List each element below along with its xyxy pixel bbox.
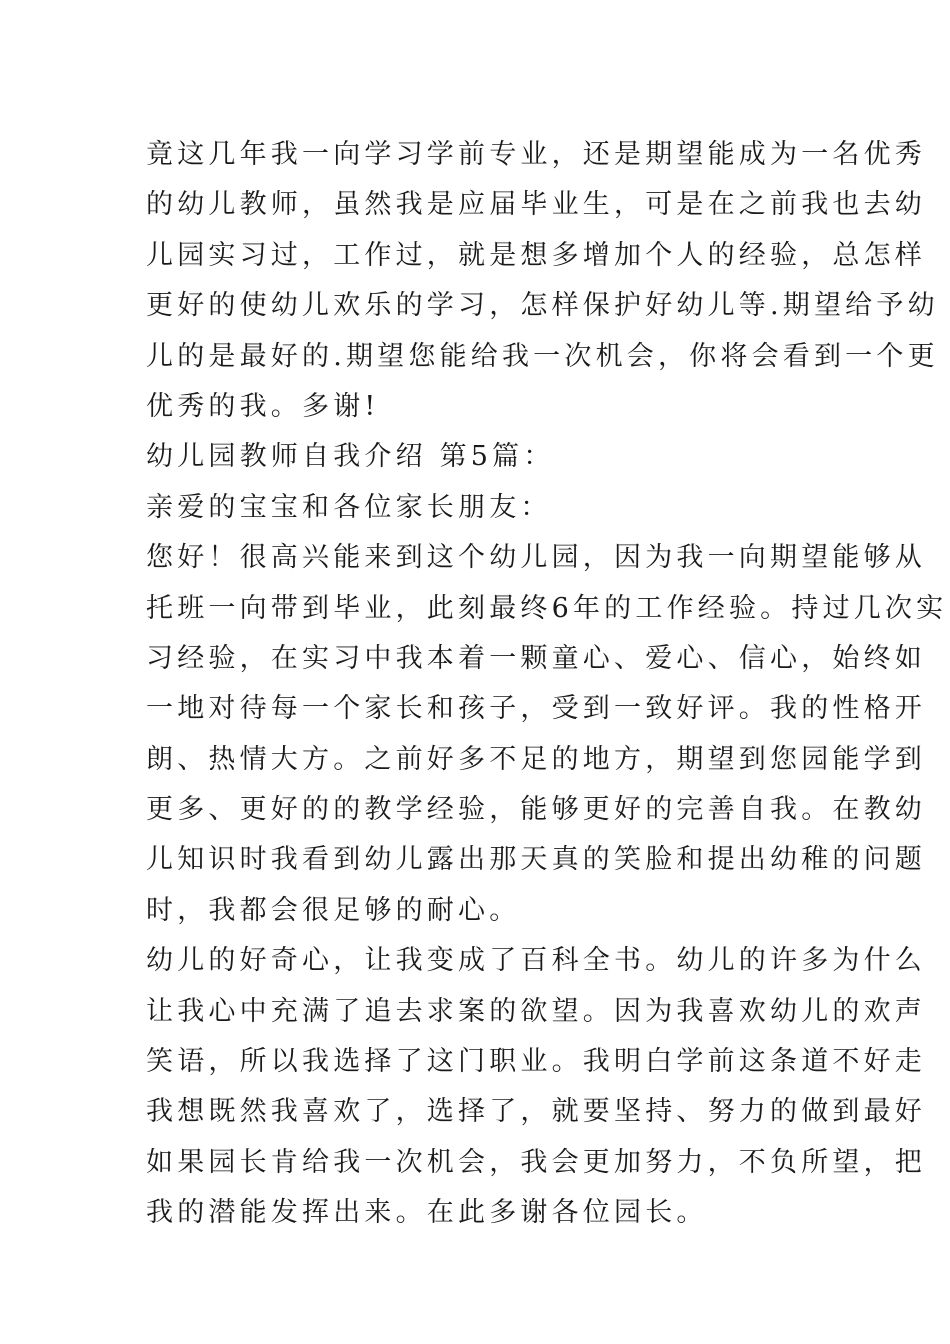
text-line: 竟这几年我一向学习学前专业，还是期望能成为一名优秀 (146, 139, 926, 170)
text-line: 如果园长肯给我一次机会，我会更加努力，不负所望，把 (146, 1146, 926, 1178)
text-line: 儿园实习过，工作过，就是想多增加个人的经验，总怎样 (146, 239, 926, 271)
text-line: 托班一向带到毕业，此刻最终6年的工作经验。持过几次实 (146, 592, 948, 624)
salutation: 亲爱的宝宝和各位家长朋友： (146, 491, 552, 523)
text-line: 笑语，所以我选择了这门职业。我明白学前这条道不好走 (146, 1046, 926, 1078)
text-line: 朗、热情大方。之前好多不足的地方，期望到您园能学到 (146, 743, 926, 775)
text-line: 的幼儿教师，虽然我是应届毕业生，可是在之前我也去幼 (146, 189, 926, 221)
text-line: 我想既然我喜欢了，选择了，就要坚持、努力的做到最好 (146, 1096, 926, 1128)
text-line: 更好的使幼儿欢乐的学习，怎样保护好幼儿等.期望给予幼 (146, 290, 939, 322)
text-line: 幼儿的好奇心，让我变成了百科全书。幼儿的许多为什么 (146, 945, 926, 977)
section-heading: 幼儿园教师自我介绍 第5篇： (146, 441, 555, 473)
text-line: 一地对待每一个家长和孩子，受到一致好评。我的性格开 (146, 693, 926, 725)
text-line: 儿的是最好的.期望您能给我一次机会，你将会看到一个更 (146, 340, 939, 372)
text-line: 我的潜能发挥出来。在此多谢各位园长。 (146, 1197, 708, 1229)
text-line: 习经验，在实习中我本着一颗童心、爱心、信心，始终如 (146, 642, 926, 674)
text-line: 让我心中充满了追去求案的欲望。因为我喜欢幼儿的欢声 (146, 995, 926, 1027)
text-line: 优秀的我。多谢! (146, 390, 380, 422)
text-line: 时，我都会很足够的耐心。 (146, 894, 521, 926)
text-line: 儿知识时我看到幼儿露出那天真的笑脸和提出幼稚的问题 (146, 844, 926, 876)
text-line: 您好！很高兴能来到这个幼儿园，因为我一向期望能够从 (146, 542, 926, 574)
document-body (146, 130, 948, 1239)
text-line: 更多、更好的的教学经验，能够更好的完善自我。在教幼 (146, 794, 926, 826)
